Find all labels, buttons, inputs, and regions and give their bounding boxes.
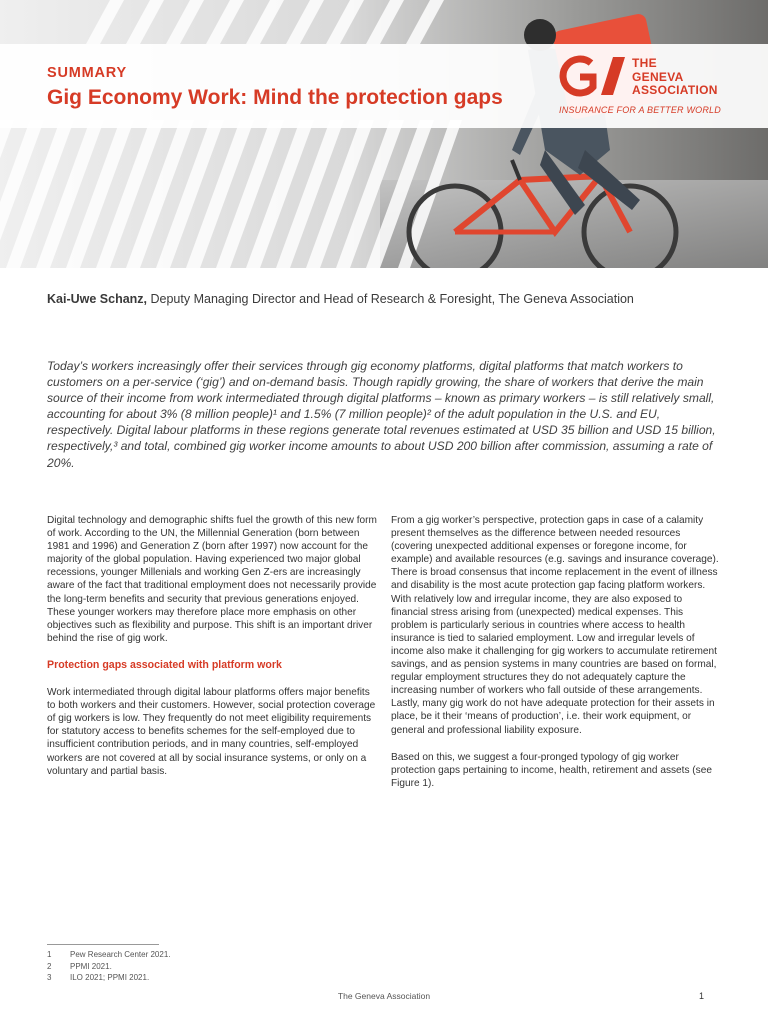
logo-word: THE [632,56,657,70]
logo-word: GENEVA [632,69,684,84]
body-paragraph: Work intermediated through digital labour platforms offers major benefits to both workers and their customers. However, social protection coverage of gig workers is low. They frequently do not meet eligibility requirements for statutory access to benefits schemes for the self-employed due to insufficient contribution periods, and in many countries, self-employed workers are not covered at all by social insurance systems, or only on a voluntary and partial basis. [47,687,376,777]
logo-word: ASSOCIATION [632,83,718,97]
body-paragraph: From a gig worker’s perspective, protection gaps in case of a calamity present themselves as the difference between needed resources (covering unexpected additional expenses or foregone income, for example) and available resources (e.g. savings and insurance coverage). There is broad consensus that income replacement in the event of illness and disability is the most acute protection gap facing platform workers. With relatively low and irregular income, they are also exposed to financial stress arising from (unexpected) medical expenses. This problem is particularly serious in countries where access to health insurance is tied to salaried employment. Low and irregular levels of income also make it challenging for gig workers to accumulate retirement savings, and as pension systems in many countries are based on formal, regular employment structures they do not adequately capture the increasing number of workers who fall outside of these arrangements. Lastly, many gig work do not have adequate protection for their assets in place, be it their ‘means of production’, i.e. their work equipment, or general and professional liability exposure. [391,515,719,736]
logo-tagline: INSURANCE FOR A BETTER WORLD [559,105,721,115]
footnote-text: ILO 2021; PPMI 2021. [70,973,150,982]
section-heading: Protection gaps associated with platform work [47,658,282,671]
right-column [391,514,721,804]
body-paragraph: Based on this, we suggest a four-pronged typology of gig worker protection gaps pertaining to income, health, retirement and assets (see Figure 1). [391,751,712,789]
footnote [47,972,171,984]
footnote-number: 3 [47,973,52,982]
footnote-text: Pew Research Center 2021. [70,950,171,959]
footer-organization: The Geneva Association [337,991,431,1001]
footnote-text: PPMI 2021. [70,961,112,971]
header-banner [0,0,768,268]
geneva-association-logo [557,55,727,119]
footnote-rule [47,944,159,945]
page-title: Gig Economy Work: Mind the protection gaps [47,86,503,109]
page-number: 1 [699,991,705,1001]
author-role: Deputy Managing Director and Head of Research & Foresight, The Geneva Association [147,292,634,306]
left-column [47,514,377,792]
author-name: Kai-Uwe Schanz, [47,292,148,306]
footnote [47,949,171,961]
cyclist-photo [0,0,768,268]
logo-wordmark [632,57,718,98]
ga-logo-icon [557,55,627,99]
footnote [47,961,171,973]
footnotes [47,949,171,984]
author-line [47,292,634,306]
footnote-number: 1 [47,950,52,959]
body-paragraph: Digital technology and demographic shifts fuel the growth of this new form of work. According to the UN, the Millennial Generation (born between 1981 and 1996) and Generation Z (born after 1997) now account for the majority of the global population. Having experienced two major global recessions, younger Millenials and working Gen Z-ers are increasingly aware of the fact that traditional employment does not necessarily provide the long-term benefits and security that previous generations enjoyed. These younger workers may therefore place more emphasis on other objectives such as flexibility and purpose. This shift is an important driver behind the rise of gig work. [47,515,377,644]
intro-paragraph: Today’s workers increasingly offer their services through gig economy platforms, digital platforms that match workers to customers on a per-service (‘gig’) and on-demand basis. Though rapidly growing, the share of workers that derive the main source of their income from work intermediated through digital platforms – known as primary workers – is still relatively small, accounting for about 3% (8 million people)¹ and 1.5% (7 million people)² of the adult population in the U.S. and EU, respectively. Digital labour platforms in these regions generate total revenues estimated at USD 35 billion and USD 15 billion, respectively,³ and total, combined gig worker income amounts to about USD 200 billion after commission, assuming a rate of 20%. [47,359,716,470]
footnote-number: 2 [47,961,52,971]
summary-kicker: SUMMARY [47,65,127,81]
